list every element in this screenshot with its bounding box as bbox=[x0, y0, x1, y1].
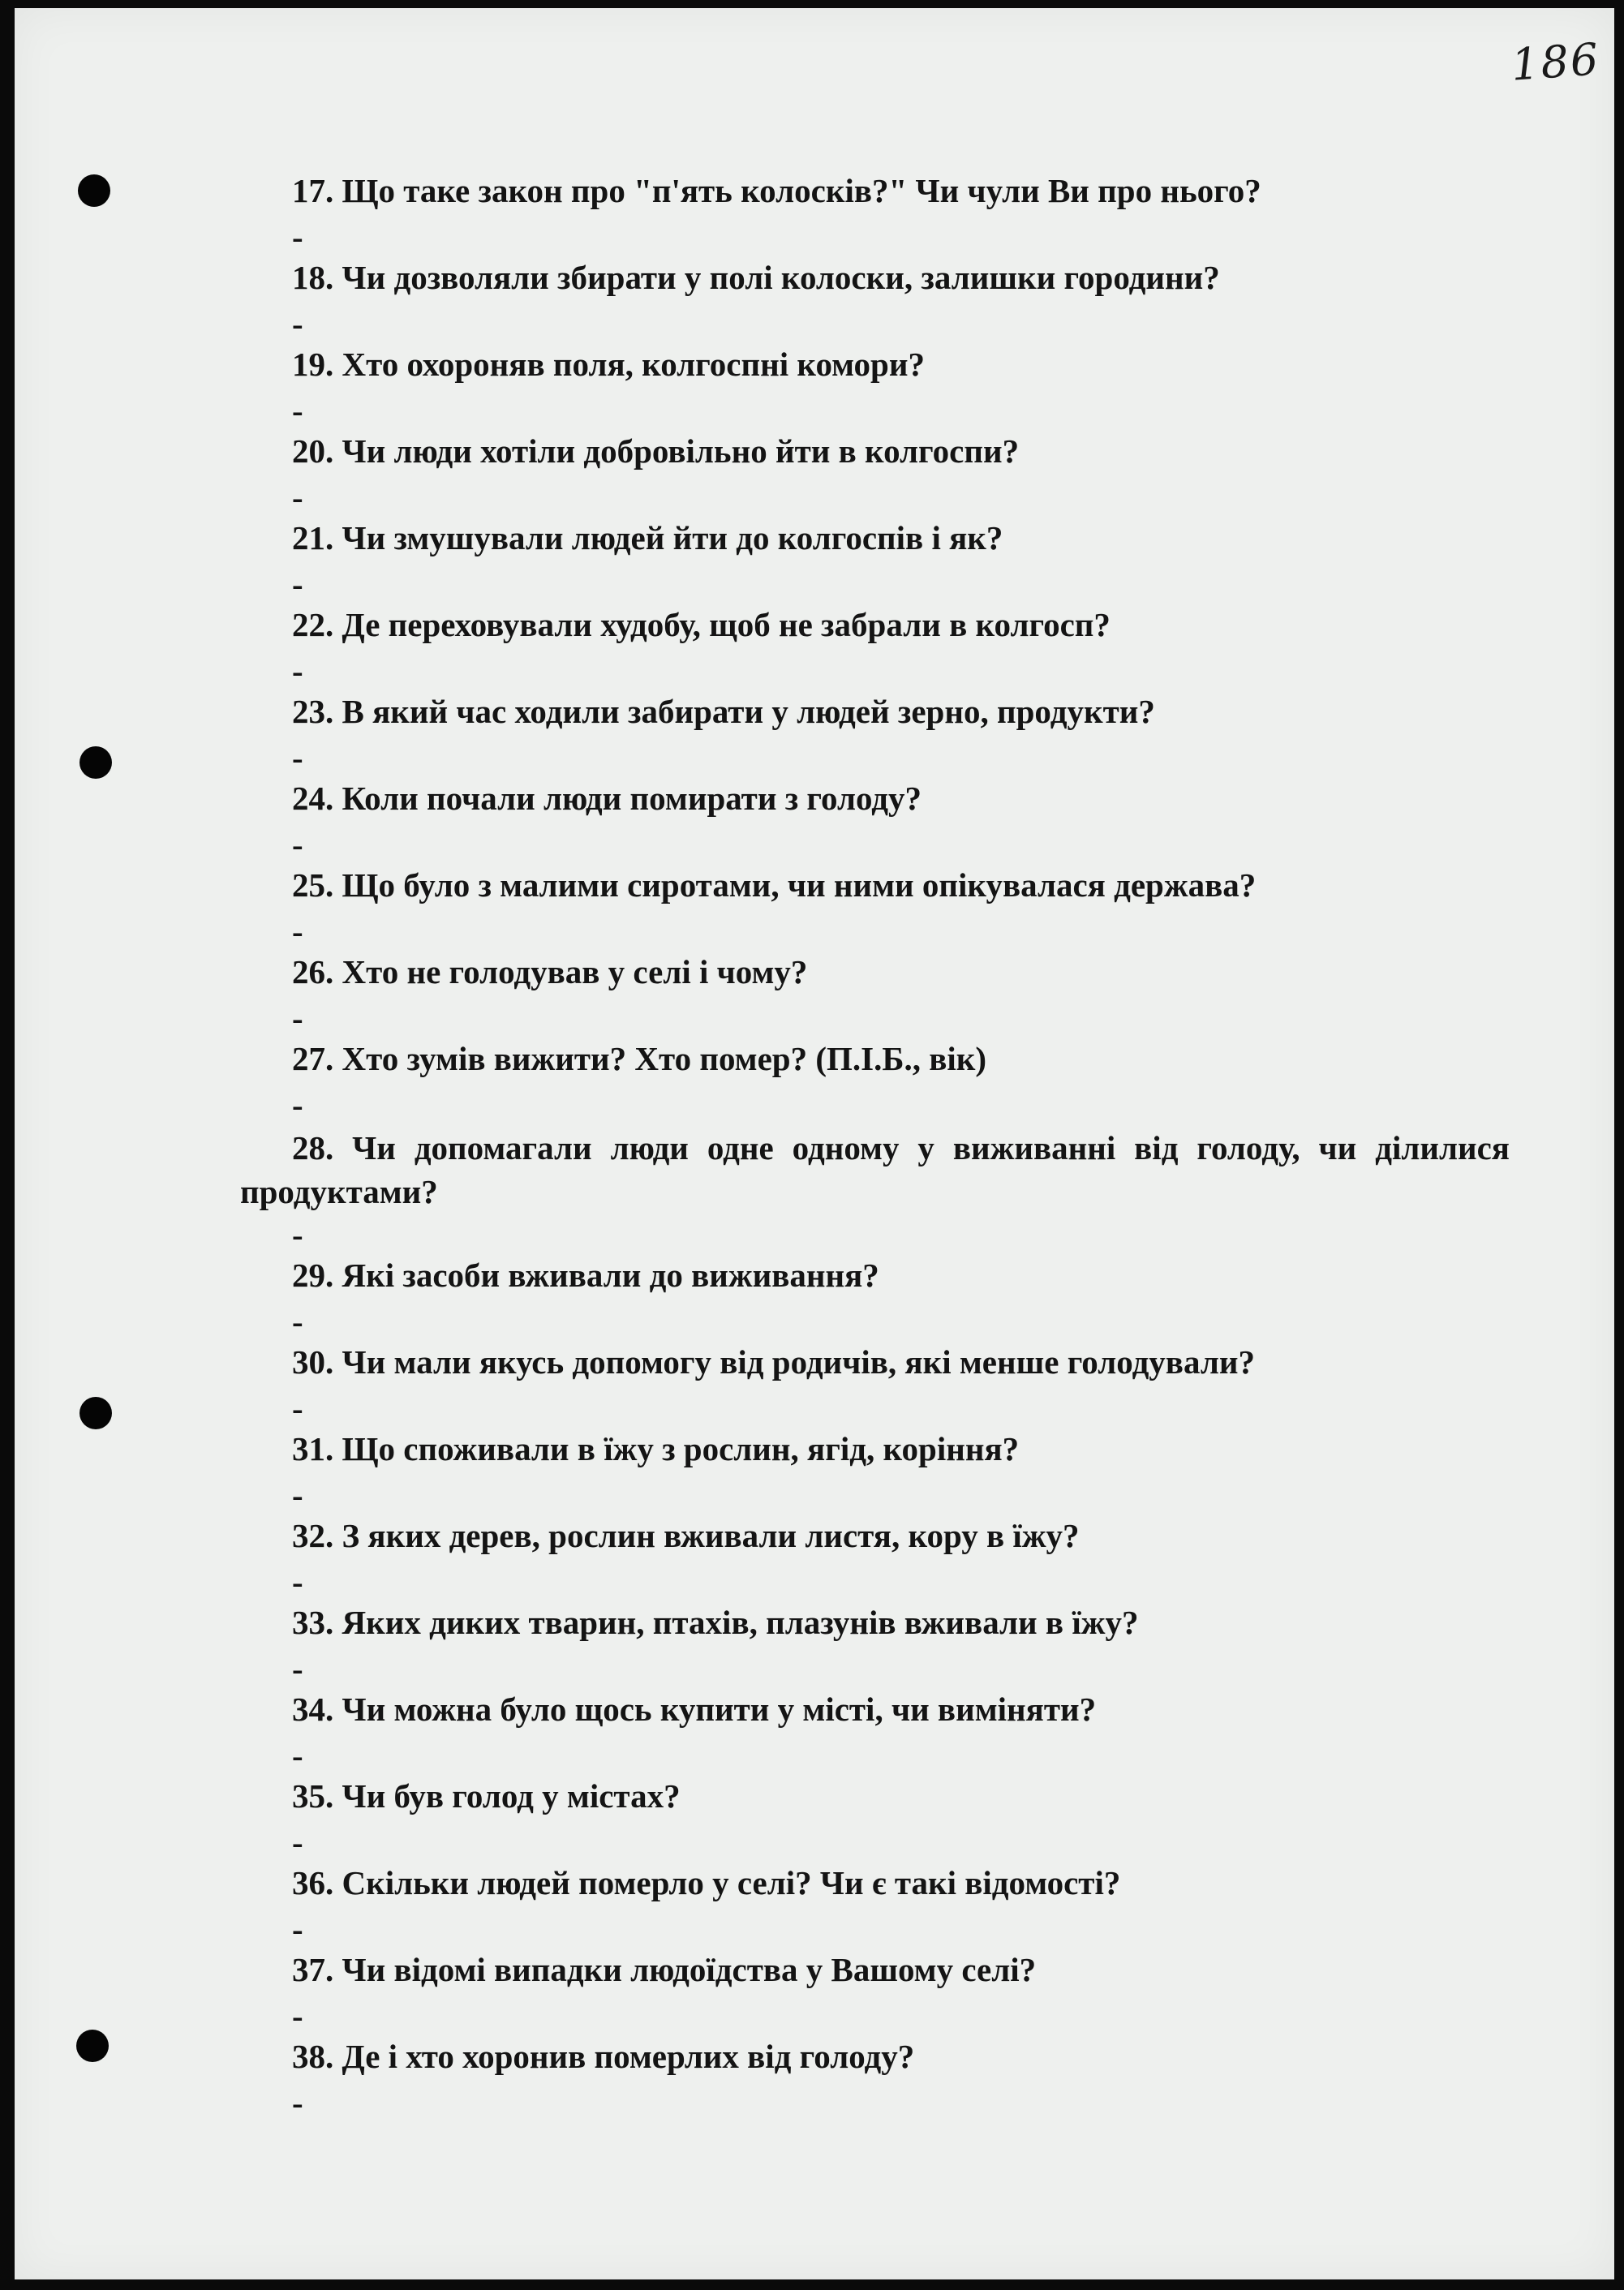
answer-19: - bbox=[292, 392, 303, 429]
answer-24: - bbox=[292, 826, 303, 863]
answer-37: - bbox=[292, 1997, 303, 2034]
question-19: 19. Хто охороняв поля, колгоспні комори? bbox=[292, 346, 925, 383]
answer-35: - bbox=[292, 1824, 303, 1861]
answer-31: - bbox=[292, 1476, 303, 1514]
question-36: 36. Скільки людей померло у селі? Чи є такі відомості? bbox=[292, 1864, 1121, 1901]
question-32: 32. З яких дерев, рослин вживали листя, кору в їжу? bbox=[292, 1517, 1080, 1554]
question-24: 24. Коли почали люди помирати з голоду? bbox=[292, 780, 922, 817]
question-22: 22. Де переховували худобу, щоб не забрали в колгосп? bbox=[292, 606, 1111, 643]
question-26: 26. Хто не голодував у селі і чому? bbox=[292, 953, 808, 990]
answer-30: - bbox=[292, 1390, 303, 1427]
question-31: 31. Що споживали в їжу з рослин, ягід, коріння? bbox=[292, 1430, 1020, 1467]
answer-25: - bbox=[292, 913, 303, 950]
question-30: 30. Чи мали якусь допомогу від родичів, які менше голодували? bbox=[292, 1343, 1255, 1381]
answer-20: - bbox=[292, 479, 303, 516]
question-20: 20. Чи люди хотіли добровільно йти в колгоспи? bbox=[292, 432, 1020, 470]
question-21: 21. Чи змушували людей йти до колгоспів і як? bbox=[292, 519, 1003, 556]
question-27: 27. Хто зумів вижити? Хто помер? (П.І.Б., вік) bbox=[292, 1040, 987, 1077]
answer-33: - bbox=[292, 1650, 303, 1687]
answer-28: - bbox=[292, 1216, 303, 1253]
question-33: 33. Яких диких тварин, птахів, плазунів вживали в їжу? bbox=[292, 1604, 1139, 1641]
answer-23: - bbox=[292, 739, 303, 776]
answer-22: - bbox=[292, 652, 303, 690]
answer-32: - bbox=[292, 1563, 303, 1600]
question-38: 38. Де і хто хоронив померлих від голоду? bbox=[292, 2038, 915, 2075]
answer-29: - bbox=[292, 1303, 303, 1340]
question-28: 28. Чи допомагали люди одне одному у виживанні від голоду, чи ділилися продуктами? bbox=[240, 1129, 1510, 1210]
answer-34: - bbox=[292, 1737, 303, 1774]
answer-18: - bbox=[292, 305, 303, 342]
handwritten-page-number: 186 bbox=[1509, 33, 1602, 91]
question-23: 23. В який час ходили забирати у людей зерно, продукти? bbox=[292, 693, 1155, 730]
question-37: 37. Чи відомі випадки людоїдства у Вашому селі? bbox=[292, 1951, 1037, 1988]
question-35: 35. Чи був голод у містах? bbox=[292, 1777, 681, 1815]
answer-17: - bbox=[292, 218, 303, 256]
question-34: 34. Чи можна було щось купити у місті, чи виміняти? bbox=[292, 1691, 1097, 1728]
question-18: 18. Чи дозволяли збирати у полі колоски, залишки городини? bbox=[292, 259, 1220, 296]
answer-38: - bbox=[292, 2084, 303, 2121]
answer-21: - bbox=[292, 565, 303, 603]
document-page bbox=[15, 8, 1614, 2279]
answer-27: - bbox=[292, 1086, 303, 1124]
question-29: 29. Які засоби вживали до виживання? bbox=[292, 1257, 879, 1294]
answer-26: - bbox=[292, 999, 303, 1037]
answer-36: - bbox=[292, 1910, 303, 1948]
question-25: 25. Що було з малими сиротами, чи ними опікувалася держава? bbox=[292, 866, 1257, 904]
questionnaire bbox=[15, 8, 1614, 2279]
question-17: 17. Що таке закон про "п'ять колосків?" Чи чули Ви про нього? bbox=[292, 172, 1261, 209]
